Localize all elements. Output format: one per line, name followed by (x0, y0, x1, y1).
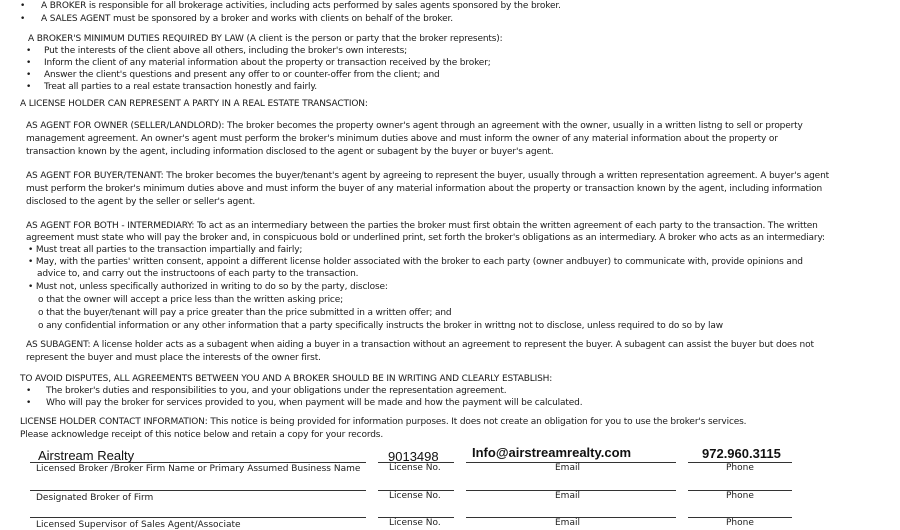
subagent-text: represent the buyer and must place the interests of the owner first. (26, 353, 321, 363)
broker-license-value[interactable]: 9013498 (388, 449, 439, 464)
bullet-icon: • (20, 1, 26, 11)
phone-label: Phone (726, 491, 754, 501)
broker-firm-name-line (30, 462, 366, 463)
buyer-agent-text: disclosed to the agent by the seller or seller's agent. (26, 197, 256, 207)
intermediary-item: advice to, and carry out the instructoons of each party to the transaction. (37, 269, 359, 279)
broker-email-value[interactable]: Info@airstreamrealty.com (472, 445, 632, 460)
intermediary-item: • Must not, unless specifically authorized in writing to do so by the party, disclose: (28, 282, 388, 292)
intermediary-item: • Must treat all parties to the transaction impartially and fairly; (28, 245, 303, 255)
bullet-icon: • (26, 386, 32, 396)
intro-line: A BROKER is responsible for all brokerage activities, including acts performed by sales agents sponsored by the broker. (41, 1, 561, 11)
broker-firm-name-label: Licensed Broker /Broker Firm Name or Primary Assumed Business Name (36, 464, 361, 474)
email-label: Email (555, 463, 580, 473)
represent-heading: A LICENSE HOLDER CAN REPRESENT A PARTY IN A REAL ESTATE TRANSACTION: (20, 99, 368, 109)
designated-broker-label: Designated Broker of Firm (36, 493, 154, 503)
email-label: Email (555, 518, 580, 528)
supervisor-line (30, 517, 366, 518)
supervisor-label: Licensed Supervisor of Sales Agent/Associate (36, 520, 241, 530)
email-label: Email (555, 491, 580, 501)
intermediary-text: AS AGENT FOR BOTH - INTERMEDIARY: To act as an intermediary between the parties the broker must first obtain the written agreement of each party to the transaction. The written (26, 221, 818, 231)
buyer-agent-text: must perform the broker's minimum duties above and must inform the buyer of any material information about the property or transaction known by the agent, including information (26, 184, 823, 194)
bullet-icon: • (26, 70, 32, 80)
designated-broker-line (30, 490, 366, 491)
license-no-label: License No. (389, 491, 441, 501)
intro-line: A SALES AGENT must be sponsored by a broker and works with clients on behalf of the broker. (41, 14, 453, 24)
duty-item: Answer the client's questions and present any offer to or counter-offer from the client; and (44, 70, 440, 80)
intermediary-text: agreement must state who will pay the broker and, in conspicuous bold or underlined print, set forth the broker's obligations as an intermediary. A broker who acts as an intermediary: (26, 233, 825, 243)
buyer-agent-text: AS AGENT FOR BUYER/TENANT: The broker becomes the buyer/tenant's agent by agreeing to represent the buyer, usually through a written representation agreement. A buyer's agent (26, 171, 830, 181)
bullet-icon: • (26, 46, 32, 56)
duty-item: Put the interests of the client above all others, including the broker's own interests; (44, 46, 408, 56)
intermediary-item: • May, with the parties' written consent, appoint a different license holder associated with the broker to each party (owner andbuyer) to communicate with, provide opinions and (28, 257, 803, 267)
bullet-icon: • (26, 398, 32, 408)
duty-item: Treat all parties to a real estate transaction honestly and fairly. (44, 82, 318, 92)
subagent-text: AS SUBAGENT: A license holder acts as a subagent when aiding a buyer in a transaction without an agreement to represent the buyer. A subagent can assist the buyer but does not (26, 340, 814, 350)
bullet-icon: • (26, 58, 32, 68)
owner-agent-text: management agreement. An owner's agent must perform the broker's minimum duties above and must inform the owner of any material information about the property or (26, 134, 778, 144)
bullet-icon: • (20, 14, 26, 24)
disputes-item: Who will pay the broker for services provided to you, when payment will be made and how the payment will be calculated. (46, 398, 583, 408)
disputes-heading: TO AVOID DISPUTES, ALL AGREEMENTS BETWEEN YOU AND A BROKER SHOULD BE IN WRITING AND CLEARLY ESTABLISH: (20, 374, 553, 384)
phone-label: Phone (726, 518, 754, 528)
license-no-label: License No. (389, 518, 441, 528)
owner-agent-text: AS AGENT FOR OWNER (SELLER/LANDLORD): The broker becomes the property owner's agent through an agreement with the owner, usually in a written listng to sell or property (26, 121, 803, 131)
broker-phone-value[interactable]: 972.960.3115 (702, 446, 781, 461)
intermediary-subitem: o that the buyer/tenant will pay a price greater than the price submitted in a written offer; and (38, 308, 452, 318)
broker-firm-name-value[interactable]: Airstream Realty (38, 448, 135, 463)
disputes-item: The broker's duties and responsibilities to you, and your obligations under the representation agreement. (46, 386, 507, 396)
license-no-label: License No. (389, 463, 441, 473)
intermediary-subitem: o that the owner will accept a price less than the written asking price; (38, 295, 343, 305)
bullet-icon: • (26, 82, 32, 92)
min-duties-heading: A BROKER'S MINIMUM DUTIES REQUIRED BY LAW (A client is the person or party that the broker represents): (28, 34, 503, 44)
owner-agent-text: transaction known by the agent, including information disclosed to the agent or subagent by the buyer or buyer's agent. (26, 147, 554, 157)
phone-label: Phone (726, 463, 754, 473)
contact-info-text: LICENSE HOLDER CONTACT INFORMATION: This notice is being provided for information purposes. It does not create an obligation for you to use the broker's services. (20, 417, 747, 427)
intermediary-subitem: o any confidential information or any other information that a party specifically instructs the broker in writtng not to disclose, unless required to do so by law (38, 321, 723, 331)
contact-info-text: Please acknowledge receipt of this notice below and retain a copy for your records. (20, 430, 384, 440)
duty-item: Inform the client of any material information about the property or transaction received by the broker; (44, 58, 491, 68)
